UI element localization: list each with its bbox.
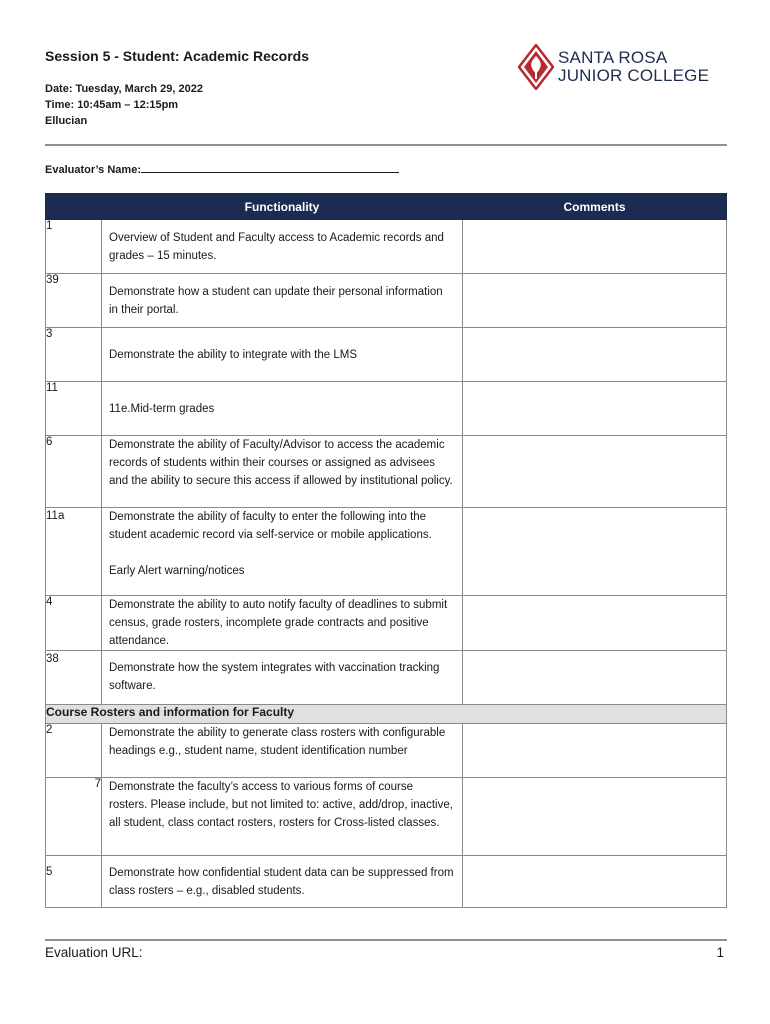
section-title: Course Rosters and information for Faculty xyxy=(46,705,727,724)
evaluation-url-label: Evaluation URL: xyxy=(45,945,143,960)
row-functionality xyxy=(102,382,463,436)
row-functionality xyxy=(102,274,463,328)
column-header-number xyxy=(46,194,102,220)
row-comment-cell[interactable] xyxy=(463,508,727,596)
header-divider xyxy=(45,144,727,146)
row-comment-cell[interactable] xyxy=(463,274,727,328)
row-description: Demonstrate how confidential student data can be suppressed from class rosters – e.g., disabled students. xyxy=(109,867,454,897)
evaluator-name-blank[interactable] xyxy=(141,162,399,173)
evaluator-label: Evaluator’s Name: xyxy=(45,164,141,176)
vendor-name: Ellucian xyxy=(45,115,88,127)
row-comment-cell[interactable] xyxy=(463,596,727,651)
row-functionality xyxy=(102,856,463,908)
row-functionality xyxy=(102,436,463,508)
table-row xyxy=(46,508,727,596)
row-comment-cell[interactable] xyxy=(463,436,727,508)
row-description: Demonstrate the ability to generate class rosters with configurable headings e.g., student name, student identification number xyxy=(109,727,446,757)
row-functionality xyxy=(102,724,463,778)
row-number: 6 xyxy=(46,436,102,508)
row-number: 7 xyxy=(46,778,102,856)
row-comment-cell[interactable] xyxy=(463,220,727,274)
row-description: Demonstrate the ability to auto notify faculty of deadlines to submit census, grade rosters, incomplete grade contracts and positive attendance. xyxy=(109,599,448,647)
row-number: 4 xyxy=(46,596,102,651)
row-description: Demonstrate how the system integrates with vaccination tracking software. xyxy=(109,662,440,692)
row-description: Demonstrate the faculty’s access to various forms of course rosters. Please include, but not limited to: active, add/drop, inactive, all student, class contact rosters, rosters for Cross-listed classes. xyxy=(109,781,453,829)
row-description: Demonstrate the ability to integrate with the LMS xyxy=(109,349,358,361)
footer-divider xyxy=(45,939,727,941)
row-comment-cell[interactable] xyxy=(463,724,727,778)
row-number: 5 xyxy=(46,856,102,908)
evaluation-table xyxy=(45,193,727,908)
row-comment-cell[interactable] xyxy=(463,856,727,908)
row-functionality xyxy=(102,596,463,651)
row-number: 39 xyxy=(46,274,102,328)
table-row xyxy=(46,596,727,651)
college-seal-icon xyxy=(518,44,554,90)
row-description: 11e.Mid-term grades xyxy=(109,403,215,415)
row-description: Demonstrate how a student can update their personal information in their portal. xyxy=(109,286,443,316)
table-row xyxy=(46,724,727,778)
logo-line-2: JUNIOR COLLEGE xyxy=(558,66,710,85)
column-header-comments: Comments xyxy=(463,194,727,220)
session-time: Time: 10:45am – 12:15pm xyxy=(45,99,179,111)
section-header-row xyxy=(46,705,727,724)
row-description: Demonstrate the ability of faculty to enter the following into the student academic record via self-service or mobile applications. xyxy=(109,511,432,541)
row-description: Demonstrate the ability of Faculty/Advisor to access the academic records of students within their courses or assigned as advisees and the ability to secure this access if allowed by institutional policy. xyxy=(109,439,453,487)
table-header-row xyxy=(46,194,727,220)
row-functionality xyxy=(102,778,463,856)
row-functionality xyxy=(102,651,463,705)
row-number: 11 xyxy=(46,382,102,436)
page-title: Session 5 - Student: Academic Records xyxy=(45,48,309,64)
table-row xyxy=(46,778,727,856)
row-comment-cell[interactable] xyxy=(463,328,727,382)
row-description-note: Early Alert warning/notices xyxy=(109,565,245,577)
evaluator-name-field xyxy=(45,162,399,176)
row-comment-cell[interactable] xyxy=(463,382,727,436)
row-functionality xyxy=(102,328,463,382)
session-date: Date: Tuesday, March 29, 2022 xyxy=(45,83,203,95)
row-number: 38 xyxy=(46,651,102,705)
row-description: Overview of Student and Faculty access to Academic records and grades – 15 minutes. xyxy=(109,232,444,262)
row-number: 11a xyxy=(46,508,102,596)
page-number: 1 xyxy=(716,945,724,960)
table-row xyxy=(46,274,727,328)
column-header-functionality: Functionality xyxy=(102,194,463,220)
table-row xyxy=(46,651,727,705)
table-row xyxy=(46,382,727,436)
table-row xyxy=(46,328,727,382)
table-row xyxy=(46,436,727,508)
row-functionality xyxy=(102,508,463,596)
row-comment-cell[interactable] xyxy=(463,651,727,705)
row-functionality xyxy=(102,220,463,274)
row-number: 2 xyxy=(46,724,102,778)
logo-line-1: SANTA ROSA xyxy=(558,48,668,67)
college-logo xyxy=(518,44,728,94)
table-row xyxy=(46,220,727,274)
row-comment-cell[interactable] xyxy=(463,778,727,856)
row-number: 1 xyxy=(46,220,102,274)
table-row xyxy=(46,856,727,908)
row-number: 3 xyxy=(46,328,102,382)
